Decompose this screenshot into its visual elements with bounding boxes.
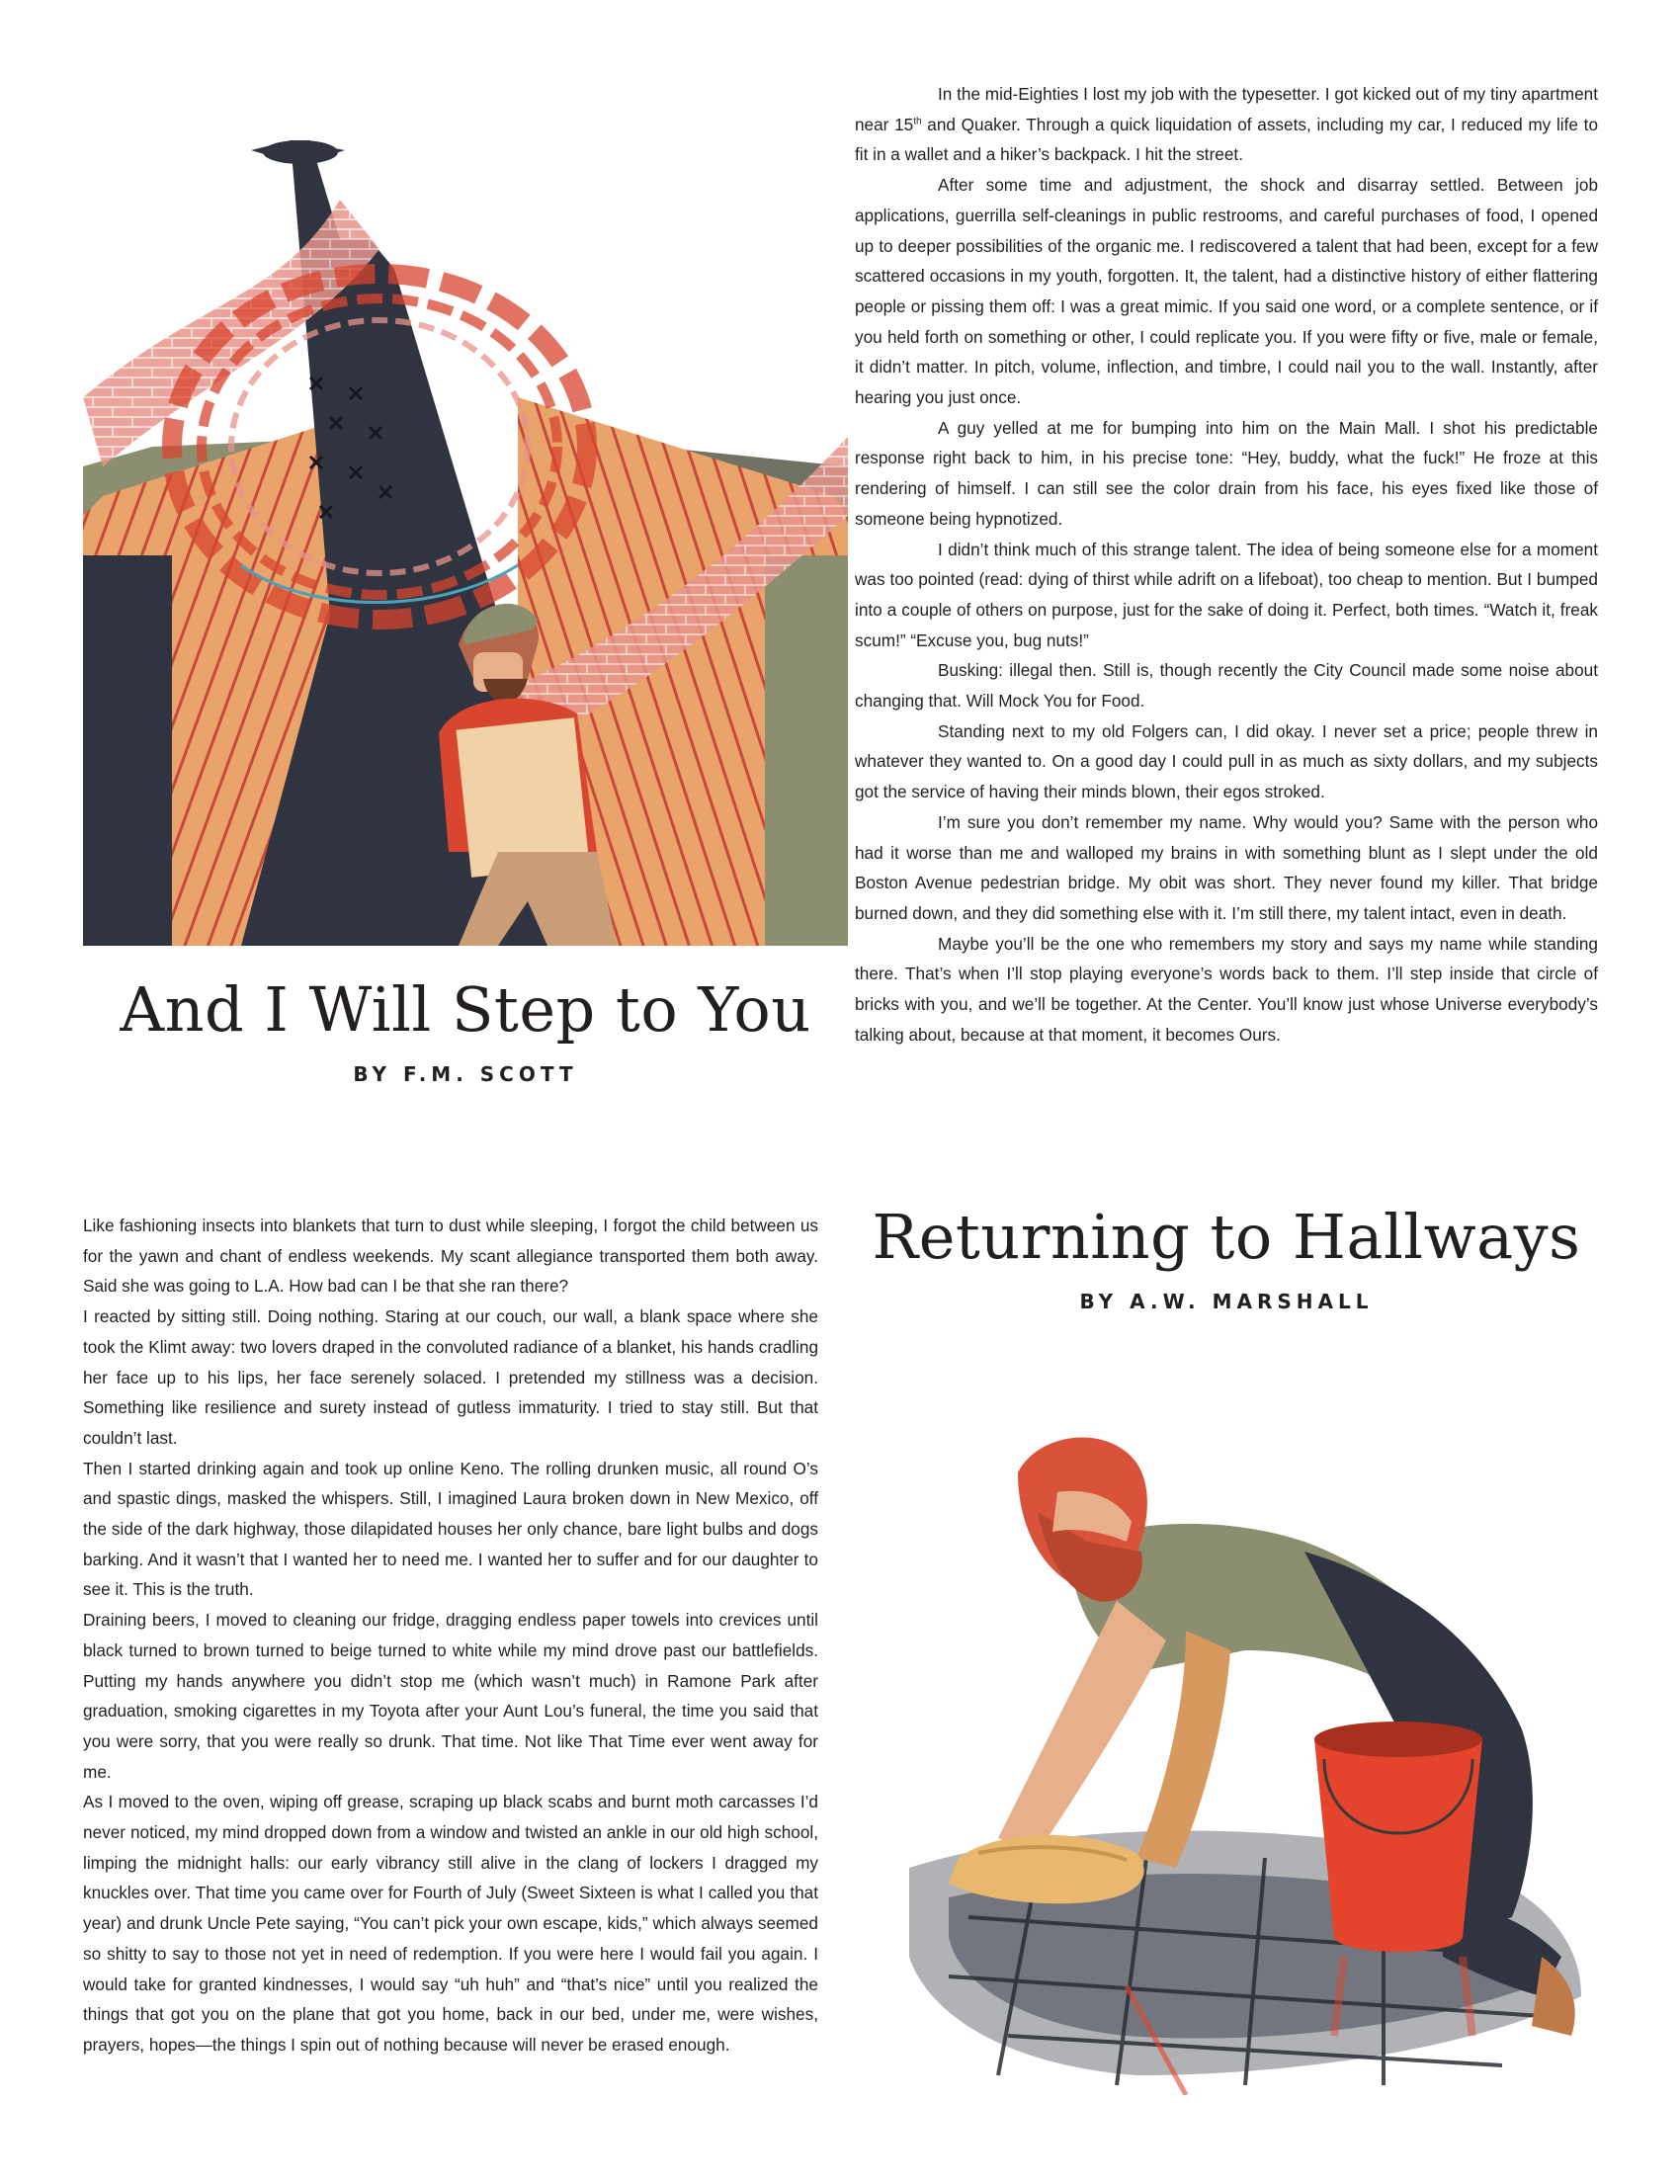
story-paragraph: After some time and adjustment, the shock and disarray settled. Between job applications, guerrilla self-cleanings in public restrooms, and careful purchases of food, I opened up to deeper possibilities of the organic me. I rediscovered a talent that had been, except for a few scattered occasions in my youth, forgotten. It, the talent, had a distinctive history of either flattering people or pissing them off: I was a great mimic. If you said one word, or a complete sentence, or if you held forth on something or other, I could replicate you. If you were fifty or five, male or female, it didn’t matter. In pitch, volume, inflection, and timbre, I could nail you to the wall. Instantly, after hearing you just once. — [855, 175, 1598, 408]
story-paragraph: Draining beers, I moved to cleaning our fridge, dragging endless paper towels into crevices until black turned to brown turned to beige turned to white while my mind drove past our battlefields. Putting my hands anywhere you didn’t stop me (which wasn’t much) in Ramone Park after graduation, smoking cigarettes in my Toyota after your Aunt Lou’s funeral, the time you said that you were sorry, that you were really so drunk. That time. Not like That Time ever went away for me. — [83, 1610, 818, 1782]
story-body-2 — [83, 1211, 818, 2060]
story-body — [855, 79, 1598, 1050]
story-paragraph: Then I started drinking again and took up online Keno. The rolling drunken music, all round O’s and spastic dings, masked the whispers. Still, I imagined Laura broken down in New Mexico, off the side of the dark highway, those dilapidated houses her only chance, bare light bulbs and dogs barking. And it wasn’t that I wanted her to need me. I wanted her to suffer and for our daughter to see it. This is the truth. — [83, 1458, 818, 1600]
story-paragraph: I’m sure you don’t remember my name. Why would you? Same with the person who had it worse than me and walloped my brains in with something blunt as I slept under the old Boston Avenue pedestrian bridge. My obit was short. They never found my killer. That bridge burned down, and they did something else with it. I’m still there, my talent intact, even in death. — [855, 811, 1598, 923]
story-title: And I Will Step to You — [120, 973, 811, 1046]
story-byline-2: BY A.W. MARSHALL — [1079, 1290, 1374, 1313]
story-title-2: Returning to Hallways — [872, 1201, 1581, 1273]
floor-scrubbing-illustration — [889, 1403, 1601, 2095]
story-paragraph: In the mid-Eighties I lost my job with the typesetter. I got kicked out of my tiny apartment near 15th and Quaker. Through a quick liquidation of assets, including my car, I reduced my life to fit in a wallet and a hiker’s backpack. I hit the street. — [855, 84, 1598, 165]
story-paragraph: Like fashioning insects into blankets that turn to dust while sleeping, I forgot the child between us for the yawn and chant of endless weekends. My scant allegiance transported them both away. Said she was going to L.A. How bad can I be that she ran there? — [83, 1216, 818, 1297]
story-byline: BY F.M. SCOTT — [353, 1062, 578, 1086]
story-paragraph: A guy yelled at me for bumping into him on the Main Mall. I shot his predictable response right back to him, in his precise tone: “Hey, buddy, what the fuck!” He froze at this rendering of himself. I can still see the color drain from his face, his eyes fixed like those of someone being hypnotized. — [855, 417, 1598, 529]
story-paragraph: Maybe you’ll be the one who remembers my story and says my name while standing there. That’s when I’ll stop playing everyone’s words back to them. I’ll step inside that circle of bricks with you, and we’ll be together. At the Center. You’ll know just whose Universe everybody’s talking about, because at that moment, it becomes Ours. — [855, 933, 1598, 1045]
story-paragraph: As I moved to the oven, wiping off grease, scraping up black scabs and burnt moth carcasses I’d never noticed, my mind dropped down from a window and twisted an ankle in our old high school, limping the midnight halls: our early vibrancy still alive in the clang of lockers I dragged my knuckles over. That time you came over for Fourth of July (Sweet Sixteen is what I called you that year) and drunk Uncle Pete saying, “You can’t pick your own escape, kids,” which always seemed so shitty to say to those not yet in need of redemption. If you were here I would fail you again. I would take for granted kindnesses, I would say “uh huh” and “that’s nice” until you realized the things that got you on the plane that got you home, back in our bed, under me, were wishes, prayers, hopes—the things I spin out of nothing because will never be erased enough. — [83, 1792, 818, 2055]
story-paragraph: I didn’t think much of this strange talent. The idea of being someone else for a moment was too pointed (read: dying of thirst while adrift on a lifeboat), too cheap to mention. But I bumped into a couple of others on purpose, just for the sake of doing it. Perfect, both times. “Watch it, freak scum!” “Excuse you, bug nuts!” — [855, 539, 1598, 650]
tower-brick-vortex-illustration — [83, 140, 848, 946]
story-paragraph: Standing next to my old Folgers can, I did okay. I never set a price; people threw in whatever they wanted to. On a good day I could pull in as much as sixty dollars, and my subjects got the service of having their minds blown, their egos stroked. — [855, 720, 1598, 802]
story-paragraph: Busking: illegal then. Still is, though recently the City Council made some noise about changing that. Will Mock You for Food. — [855, 660, 1598, 712]
story-paragraph: I reacted by sitting still. Doing nothing. Staring at our couch, our wall, a blank space where she took the Klimt away: two lovers draped in the convoluted radiance of a blanket, his hands cradling her face up to his lips, her face serenely solaced. I pretended my stillness was a decision. Something like resilience and surety instead of gutless immaturity. I tried to stay still. But that couldn’t last. — [83, 1306, 818, 1448]
